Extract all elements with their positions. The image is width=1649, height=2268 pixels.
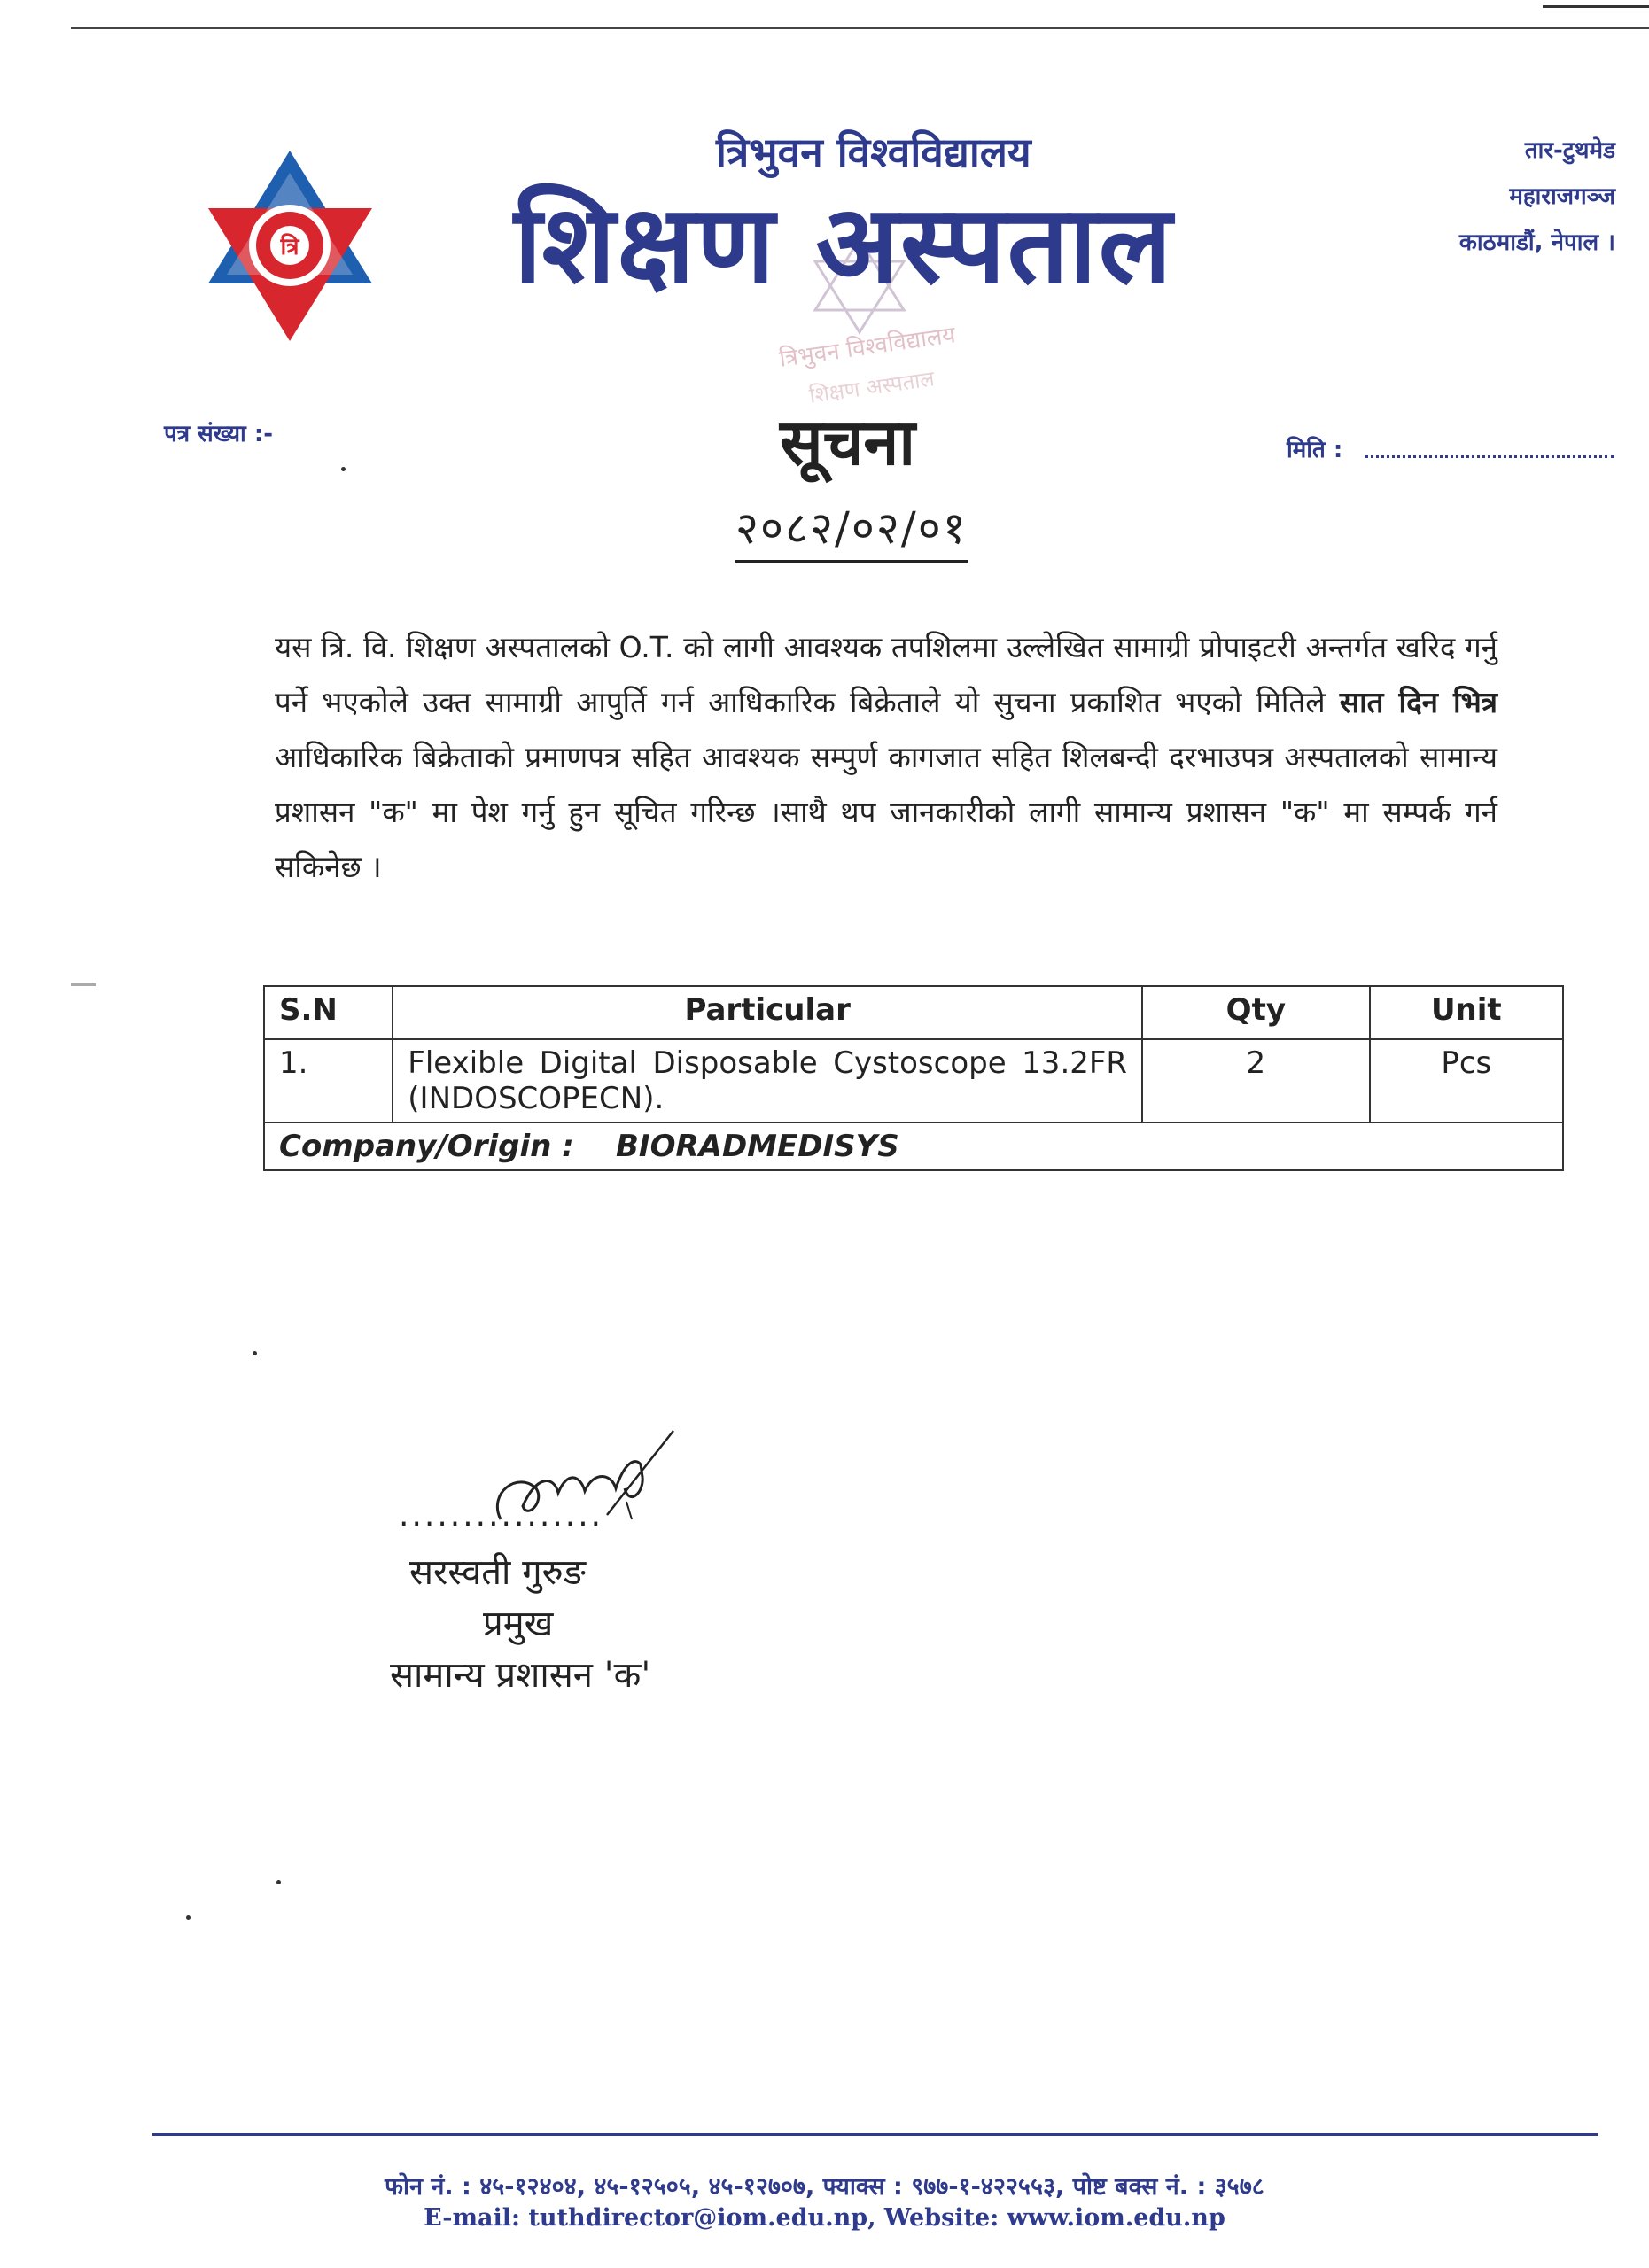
notice-body-part-1: यस त्रि. वि. शिक्षण अस्पतालको O.T. को लागी आवश्यक तपशिलमा उल्लेखित सामाग्री प्रोपाइटरी अन्तर्गत खरिद गर्नु पर्ने भएकोले उक्त सामाग्री आपुर्ति गर्न आधिकारिक बिक्रेताले यो सुचना प्रकाशित भएको मितिले — [275, 630, 1497, 719]
cell-particular — [393, 1039, 1142, 1122]
table-header-row — [264, 986, 1563, 1039]
company-row — [264, 1122, 1563, 1170]
stray-mark — [253, 1351, 257, 1355]
cell-sn: 1. — [264, 1039, 393, 1122]
stray-mark — [341, 467, 346, 471]
seal-text-2: शिक्षण अस्पताल — [807, 366, 937, 408]
company-label: Company/Origin : — [279, 1129, 574, 1164]
signatory-name: सरस्वती गुरुङ — [409, 1552, 586, 1593]
address-line-2: महाराजगञ्ज — [1509, 183, 1615, 210]
signatory-title: प्रमुख — [483, 1604, 554, 1644]
notice-deadline: सात दिन भित्र — [1339, 685, 1497, 719]
col-header-unit: Unit — [1370, 986, 1563, 1039]
logo-monogram: त्रि — [280, 234, 299, 260]
top-scan-line-end — [1543, 5, 1649, 8]
notice-date: २०८२/०२/०१ — [735, 496, 968, 563]
items-table — [263, 985, 1564, 1171]
cell-qty: 2 — [1142, 1039, 1370, 1122]
col-header-sn: S.N — [264, 986, 393, 1039]
company-cell — [264, 1122, 1563, 1170]
letter-number-label: पत्र संख्या :- — [164, 421, 274, 447]
notice-title: सूचना — [780, 404, 916, 479]
date-blank-line — [1365, 432, 1614, 458]
signature-dotted-line: ................ — [399, 1497, 604, 1534]
address-line-1: तार-टुथमेड — [1524, 137, 1615, 164]
date-label: मिति : — [1287, 437, 1343, 463]
tribhuvan-university-logo — [204, 146, 377, 346]
notice-body — [275, 620, 1497, 895]
col-header-qty: Qty — [1142, 986, 1370, 1039]
address-line-3: काठमाडौं, नेपाल । — [1458, 229, 1615, 256]
footer-phones: फोन नं. : ४५-१२४०४, ४५-१२५०५, ४५-१२७०७, फ्याक्स : ९७७-१-४२२५५३, पोष्ट बक्स नं. : ३५७८ — [385, 2173, 1264, 2201]
top-scan-line — [71, 27, 1649, 29]
signatory-office: सामान्य प्रशासन 'क' — [390, 1655, 651, 1696]
company-value: BIORADMEDISYS — [616, 1129, 899, 1164]
hospital-name: शिक्षण अस्पताल — [514, 180, 1174, 307]
table-row — [264, 1039, 1563, 1122]
stray-mark — [276, 1880, 281, 1884]
scan-mark — [71, 983, 96, 986]
stray-mark — [186, 1915, 191, 1920]
footer-rule — [152, 2133, 1598, 2136]
footer-contact: E-mail: tuthdirector@iom.edu.np, Website: www.iom.edu.np — [424, 2204, 1225, 2232]
university-name: त्रिभुवन विश्वविद्यालय — [716, 128, 1031, 176]
cell-particular-line-1: Flexible Digital Disposable Cystoscope 13.2FR — [408, 1045, 1128, 1081]
cell-unit: Pcs — [1370, 1039, 1563, 1122]
notice-body-part-2: आधिकारिक बिक्रेताको प्रमाणपत्र सहित आवश्यक सम्पुर्ण कागजात सहित शिलबन्दी दरभाउपत्र अस्पतालको सामान्य प्रशासन "क" मा पेश गर्नु हुन सूचित गरिन्छ ।साथै थप जानकारीको लागी सामान्य प्रशासन "क" मा सम्पर्क गर्न सकिनेछ । — [275, 740, 1497, 884]
cell-particular-line-2: (INDOSCOPECN). — [408, 1081, 665, 1116]
col-header-particular: Particular — [393, 986, 1142, 1039]
seal-text-1: त्रिभुवन विश्वविद्यालय — [777, 322, 958, 373]
